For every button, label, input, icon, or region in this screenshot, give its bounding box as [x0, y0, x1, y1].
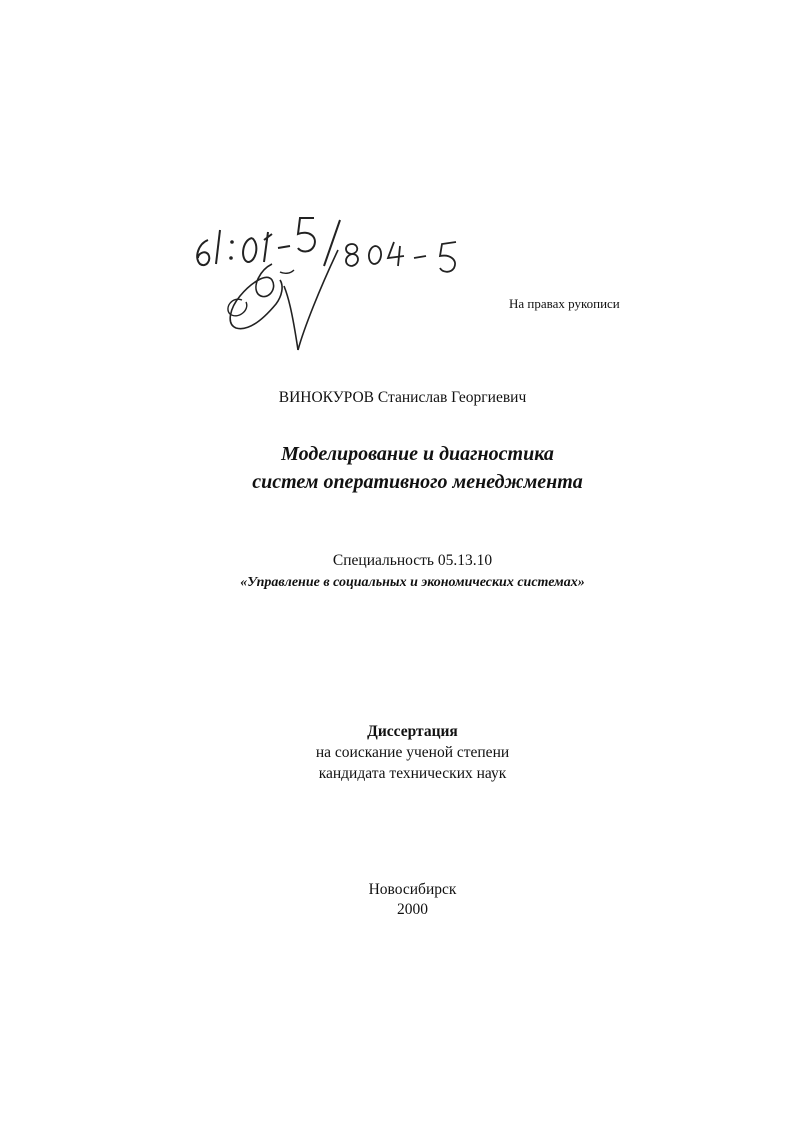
- specialty-name: «Управление в социальных и экономических системах»: [240, 575, 585, 590]
- specialty-code: Специальность 05.13.10: [332, 552, 493, 569]
- author-name: ВИНОКУРОВ Станислав Георгиевич: [278, 389, 527, 406]
- degree-line-1: на соискание ученой степени: [315, 744, 510, 761]
- dissertation-title: [20, 440, 795, 496]
- dissertation-label: Диссертация: [367, 723, 458, 740]
- title-line-1: Моделирование и диагностика: [281, 443, 554, 465]
- place-and-year: [15, 880, 795, 920]
- city: Новосибирск: [368, 881, 457, 898]
- handwritten-catalog-mark: [180, 200, 490, 370]
- manuscript-rights-note: На правах рукописи: [509, 296, 620, 311]
- year: 2000: [397, 901, 428, 918]
- degree-line-2: кандидата технических наук: [318, 765, 507, 782]
- title-line-2: систем оперативного менеджмента: [252, 471, 583, 493]
- degree-block: [15, 721, 795, 784]
- specialty-block: [15, 550, 795, 594]
